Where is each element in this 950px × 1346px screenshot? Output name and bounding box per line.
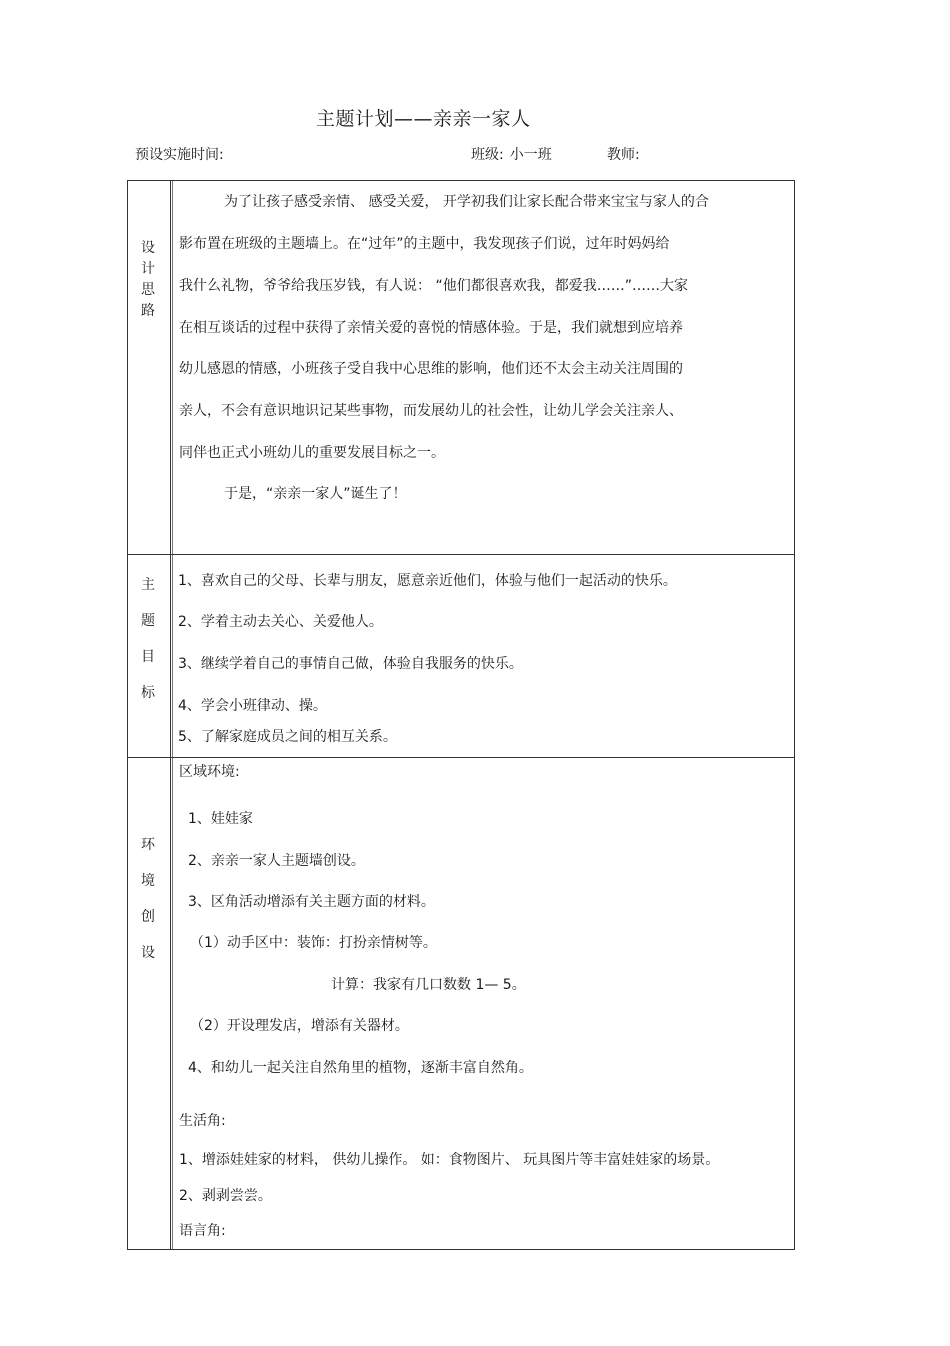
design-line: 为了让孩子感受亲情、 感受关爱， 开学初我们让家长配合带来宝宝与家人的合 [224,194,709,210]
teacher-label: 教师: [607,147,640,163]
environment-line: 1、增添娃娃家的材料， 供幼儿操作。 如：食物图片、 玩具图片等丰富娃娃家的场景。 [179,1152,720,1168]
goal-item: 4、学会小班律动、操。 [178,698,327,714]
design-line: 在相互谈话的过程中获得了亲情关爱的喜悦的情感体验。于是，我们就想到应培养 [179,320,683,336]
environment-line: 计算：我家有几口数数 1— 5。 [331,977,526,993]
goal-item: 3、继续学着自己的事情自己做，体验自我服务的快乐。 [178,656,523,672]
label-char: 题 [141,613,155,629]
class-info [471,144,552,164]
label-char: 环 [141,837,155,853]
goals-section-label [136,578,160,722]
environment-line: 3、区角活动增添有关主题方面的材料。 [188,894,435,910]
goal-item: 2、学着主动去关心、关爱他人。 [178,614,383,630]
environment-section-label [136,838,160,982]
environment-line: 区域环境: [179,764,240,780]
design-line: 幼儿感恩的情感，小班孩子受自我中心思维的影响，他们还不太会主动关注周围的 [179,361,683,377]
design-section-label [136,241,160,325]
label-char: 计 [141,261,155,277]
label-char: 创 [141,909,155,925]
environment-line: （1）动手区中：装饰：打扮亲情树等。 [190,935,437,951]
schedule-label: 预设实施时间: [135,147,224,163]
design-line: 于是，“亲亲一家人”诞生了！ [224,486,407,502]
environment-line: 1、娃娃家 [188,811,253,827]
environment-line: （2）开设理发店，增添有关器材。 [190,1018,409,1034]
environment-line: 2、剥剥尝尝。 [179,1188,272,1204]
label-char: 主 [141,577,155,593]
column-divider-inner [172,181,173,1249]
design-line: 同伴也正式小班幼儿的重要发展目标之一。 [179,445,445,461]
label-char: 设 [141,240,155,256]
class-value: 小一班 [509,147,552,163]
environment-line: 2、亲亲一家人主题墙创设。 [188,853,365,869]
label-char: 目 [141,649,155,665]
design-line: 亲人，不会有意识地识记某些事物，而发展幼儿的社会性，让幼儿学会关注亲人、 [179,403,683,419]
environment-line: 语言角: [179,1223,226,1239]
page-title: 主题计划——亲亲一家人 [316,108,531,130]
environment-line: 生活角: [179,1113,226,1129]
label-char: 路 [141,303,155,319]
design-line: 影布置在班级的主题墙上。在“过年”的主题中，我发现孩子们说，过年时妈妈给 [179,236,670,252]
column-divider [170,181,171,1249]
row-divider-goals-environment [128,757,794,758]
label-char: 境 [141,873,155,889]
plan-table [127,180,795,1250]
label-char: 标 [141,685,155,701]
label-char: 思 [141,282,155,298]
label-char: 设 [141,945,155,961]
class-label: 班级: [471,147,504,163]
goal-item: 1、喜欢自己的父母、长辈与朋友，愿意亲近他们，体验与他们一起活动的快乐。 [178,573,677,589]
row-divider-design-goals [128,554,794,555]
goal-item: 5、了解家庭成员之间的相互关系。 [178,729,397,745]
design-line: 我什么礼物，爷爷给我压岁钱，有人说： “他们都很喜欢我，都爱我……”……大家 [179,278,688,294]
environment-line: 4、和幼儿一起关注自然角里的植物，逐渐丰富自然角。 [188,1060,533,1076]
